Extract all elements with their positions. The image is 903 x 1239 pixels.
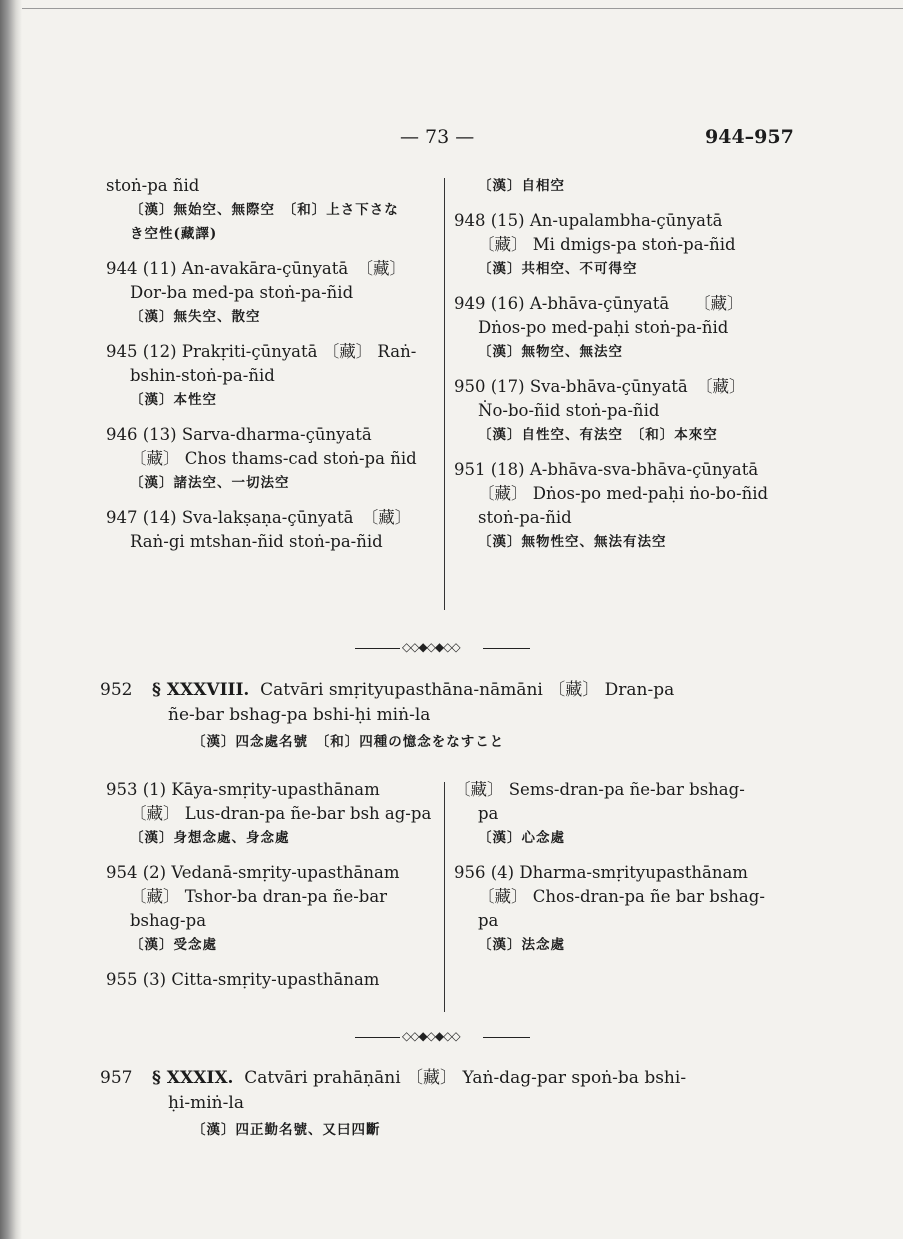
entry-line: Ṅo-bo-ñid stoṅ-pa-ñid [478, 401, 660, 420]
dictionary-entry [106, 506, 436, 554]
page-top-edge [22, 8, 903, 9]
section-text-cont: ḥi-miṅ-la [168, 1093, 244, 1113]
page-header [0, 126, 903, 150]
dictionary-entry [454, 292, 789, 364]
dictionary-entry [454, 458, 789, 554]
section-title: § XXXVIII. [152, 680, 250, 700]
dictionary-entry [454, 174, 789, 198]
dictionary-entry [106, 257, 436, 329]
entry-line: bshin-stoṅ-pa-ñid [130, 366, 275, 385]
dictionary-entry [454, 778, 789, 850]
section-cjk: 〔漢〕四正勤名號、又曰四斷 [192, 1122, 381, 1138]
entry-line: stoṅ-pa ñid [106, 176, 200, 195]
dictionary-entry [454, 209, 789, 281]
right-column [454, 174, 789, 565]
entry-line: 〔藏〕 Chos thams-cad stoṅ-pa ñid [130, 449, 417, 468]
section-cjk: 〔漢〕四念處名號 〔和〕四種の憶念をなすこと [192, 734, 505, 750]
entry-cjk-gloss: 〔漢〕無始空、無際空 〔和〕上さ下さな [130, 202, 399, 218]
dictionary-entry [454, 861, 789, 957]
dictionary-entry [106, 968, 436, 992]
column-separator-2 [444, 782, 445, 1012]
entry-line: 950 (17) Sva-bhāva-çūnyatā 〔藏〕 [454, 377, 746, 396]
dictionary-entry [106, 340, 436, 412]
entry-cjk-gloss: 〔漢〕受念處 [130, 937, 217, 953]
entry-line: 〔藏〕 Lus-dran-pa ñe-bar bsh ag-pa [130, 804, 432, 823]
left-column-2 [106, 778, 436, 1003]
ornament-divider [355, 641, 530, 655]
entry-cjk-gloss: 〔漢〕自相空 [478, 178, 565, 194]
ornament-glyphs: ◇◇◆◇◆◇◇ [402, 640, 460, 654]
entry-line: 951 (18) A-bhāva-sva-bhāva-çūnyatā [454, 460, 759, 479]
dictionary-entry [106, 174, 436, 246]
entry-cjk-gloss: 〔漢〕本性空 [130, 392, 217, 408]
dictionary-entry [106, 423, 436, 495]
entry-line: 949 (16) A-bhāva-çūnyatā 〔藏〕 [454, 294, 744, 313]
ornament-divider-2 [355, 1030, 530, 1044]
book-spine-shadow [0, 0, 22, 1239]
entry-line: 955 (3) Citta-smṛity-upasthānam [106, 970, 380, 989]
entry-line: 954 (2) Vedanā-smṛity-upasthānam [106, 863, 400, 882]
entry-line: 〔藏〕 Sems-dran-pa ñe-bar bshag- [454, 780, 745, 799]
entry-line: 〔藏〕 Tshor-ba dran-pa ñe-bar [130, 887, 388, 906]
entry-line: stoṅ-pa-ñid [478, 508, 572, 527]
section-text: Catvāri smṛityupasthāna-nāmāni 〔藏〕 Dran-pa [260, 680, 675, 700]
dictionary-entry [106, 861, 436, 957]
entry-line: 944 (11) An-avakāra-çūnyatā 〔藏〕 [106, 259, 406, 278]
entry-cjk-gloss: 〔漢〕法念處 [478, 937, 565, 953]
entry-line: Dṅos-po med-paḥi stoṅ-pa-ñid [478, 318, 729, 337]
entry-line: 948 (15) An-upalambha-çūnyatā [454, 211, 723, 230]
entry-number: 952 [100, 680, 133, 700]
entry-line: 947 (14) Sva-lakṣaṇa-çūnyatā 〔藏〕 [106, 508, 412, 527]
entry-line: 953 (1) Kāya-smṛity-upasthānam [106, 780, 380, 799]
ornament-glyphs-2: ◇◇◆◇◆◇◇ [402, 1029, 460, 1043]
entry-cjk-gloss: 〔漢〕無物空、無法空 [478, 344, 623, 360]
entry-cjk-gloss: 〔漢〕無物性空、無法有法空 [478, 534, 667, 550]
entry-cjk-gloss: 〔漢〕心念處 [478, 830, 565, 846]
dictionary-entry [106, 778, 436, 850]
entry-line: 945 (12) Prakṛiti-çūnyatā 〔藏〕 Raṅ- [106, 342, 417, 361]
entry-line: Raṅ-gi mtshan-ñid stoṅ-pa-ñid [130, 532, 383, 551]
page-number: — 73 — [400, 126, 475, 148]
entry-line: 〔藏〕 Mi dmigs-pa stoṅ-pa-ñid [478, 235, 736, 254]
column-separator [444, 178, 445, 610]
dictionary-entry [454, 375, 789, 447]
entry-line: 〔藏〕 Chos-dran-pa ñe bar bshag- [478, 887, 765, 906]
entry-cjk-gloss: 〔漢〕諸法空、一切法空 [130, 475, 290, 491]
right-column-2 [454, 778, 789, 968]
entry-line: 〔藏〕 Dṅos-po med-paḥi ṅo-bo-ñid [478, 484, 769, 503]
entry-cjk-gloss: き空性(藏譯) [130, 226, 218, 242]
entry-cjk-gloss: 〔漢〕自性空、有法空 〔和〕本來空 [478, 427, 718, 443]
entry-range: 944–957 [705, 126, 794, 148]
entry-line: Dor-ba med-pa stoṅ-pa-ñid [130, 283, 354, 302]
section-title: § XXXIX. [152, 1068, 234, 1088]
section-957 [100, 1066, 800, 1143]
entry-cjk-gloss: 〔漢〕共相空、不可得空 [478, 261, 638, 277]
section-text-cont: ñe-bar bshag-pa bshi-ḥi miṅ-la [168, 705, 431, 725]
entry-number: 957 [100, 1068, 133, 1088]
left-column [106, 174, 436, 565]
entry-cjk-gloss: 〔漢〕無失空、散空 [130, 309, 261, 325]
entry-line: 956 (4) Dharma-smṛityupasthānam [454, 863, 748, 882]
entry-line: pa [478, 804, 499, 823]
section-text: Catvāri prahāṇāni 〔藏〕 Yaṅ-dag-par spoṅ-ba bshi- [244, 1068, 687, 1088]
entry-line: 946 (13) Sarva-dharma-çūnyatā [106, 425, 372, 444]
entry-line: pa [478, 911, 499, 930]
entry-line: bshag-pa [130, 911, 207, 930]
section-952 [100, 678, 800, 755]
entry-cjk-gloss: 〔漢〕身想念處、身念處 [130, 830, 290, 846]
